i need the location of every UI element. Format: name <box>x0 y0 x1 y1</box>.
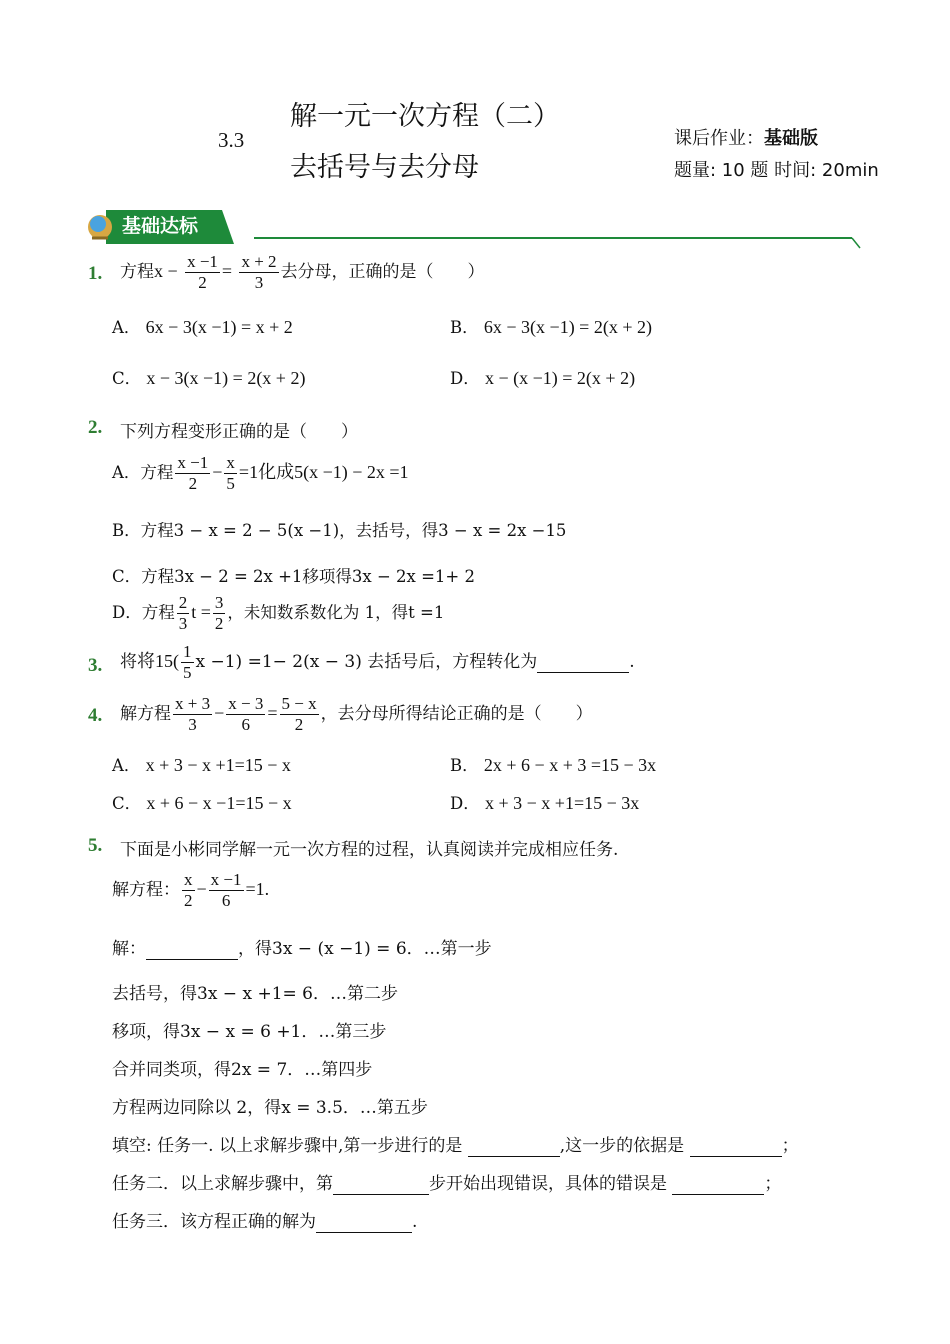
q5-t2-end: ； <box>764 1174 782 1194</box>
q2-a-frac2-den: 5 <box>226 474 235 493</box>
q1-option-b[interactable] <box>450 314 652 338</box>
q5-minus: − <box>196 879 207 899</box>
q1-frac2 <box>239 252 278 293</box>
banner-label: 基础达标 <box>122 215 199 237</box>
q1-frac2-den: 3 <box>254 273 264 292</box>
q5-equation <box>112 870 269 911</box>
q2-a-frac2-num: x <box>226 453 235 472</box>
q1-c-text: x − 3(x −1) = 2(x + 2) <box>146 368 306 388</box>
q4-c-text: x + 6 − x −1=15 − x <box>146 793 292 813</box>
q1-post: 去分母，正确的是（ ） <box>280 262 485 282</box>
q2-b-label: B． <box>112 521 141 540</box>
q4-stem <box>120 694 593 735</box>
q2-d-frac1-num: 2 <box>178 593 188 612</box>
q3-frac-num: 1 <box>183 642 192 661</box>
q2-number: 2. <box>88 417 103 438</box>
q4-c-label: C． <box>112 794 142 813</box>
q2-d-frac2-den: 2 <box>214 614 224 633</box>
q5-task3 <box>112 1207 417 1233</box>
q4-frac3-den: 2 <box>294 715 304 734</box>
q2-d-mid: t = <box>191 602 211 622</box>
q2-c-text: 方程3x − 2 = 2x +1移项得3x − 2x =1+ 2 <box>141 567 475 586</box>
q3-frac-den: 5 <box>183 663 192 682</box>
q1-d-text: x − (x −1) = 2(x + 2) <box>484 368 636 388</box>
q1-b-label: B． <box>450 318 479 337</box>
q4-frac2-num: x − 3 <box>228 694 264 713</box>
task1-blank-2[interactable] <box>690 1136 782 1157</box>
q3-lead: 将 <box>120 652 137 672</box>
q4-option-d[interactable] <box>450 790 639 814</box>
q2-a-minus: − <box>212 462 223 482</box>
q1-x: x − <box>154 261 178 281</box>
q4-number: 4. <box>88 705 103 726</box>
q1-a-text: 6x − 3(x −1) = x + 2 <box>145 317 293 337</box>
q1-option-c[interactable] <box>112 365 305 389</box>
homework-level: 基础版 <box>764 128 818 149</box>
q5-t2-mid: 步开始出现错误，具体的错误是 <box>429 1174 667 1194</box>
q5-t3-end: . <box>412 1212 418 1232</box>
section-banner <box>84 204 874 250</box>
q5-step5: 方程两边同除以 2，得x = 3.5．…第五步 <box>112 1098 428 1118</box>
q5-frac2 <box>209 870 244 911</box>
q2-stem: 下列方程变形正确的是（ ） <box>120 422 358 442</box>
q4-pre: 解方程 <box>120 704 171 724</box>
homework-meta: 题量: 10 题 时间: 20min <box>674 160 879 181</box>
q5-t3-pre: 任务三．该方程正确的解为 <box>112 1212 316 1232</box>
q1-pre: 方程 <box>120 262 154 282</box>
q1-c-label: C． <box>112 369 142 388</box>
q3-post: x −1) =1− 2(x − 3) 去括号后，方程转化为 <box>195 652 538 672</box>
q5-s1-pre: 解： <box>112 939 146 959</box>
q5-frac1 <box>182 870 195 911</box>
q1-frac1 <box>185 252 220 293</box>
q5-step3: 移项，得3x − x = 6 +1．…第三步 <box>112 1022 387 1042</box>
q3-stem <box>120 642 635 683</box>
q4-minus: − <box>214 703 225 723</box>
q1-option-a[interactable] <box>112 314 293 338</box>
q4-post: ，去分母所得结论正确的是（ ） <box>320 704 593 724</box>
q4-frac1 <box>173 694 212 735</box>
q5-t1-end: ； <box>781 1136 799 1156</box>
q5-frac2-num: x −1 <box>210 870 242 889</box>
q5-eq-post: =1. <box>245 879 270 899</box>
q5-s1-post: ，得3x − (x −1) = 6．…第一步 <box>238 939 492 959</box>
q5-task2 <box>112 1169 781 1195</box>
q5-step4: 合并同类项，得2x = 7．…第四步 <box>112 1060 373 1080</box>
q4-d-text: x + 3 − x +1=15 − 3x <box>484 793 640 813</box>
q4-a-text: x + 3 − x +1=15 − x <box>145 755 291 775</box>
q2-d-pre: 方程 <box>141 603 175 622</box>
q2-option-d[interactable] <box>112 593 444 634</box>
homework-label <box>674 124 818 150</box>
q2-c-label: C． <box>112 567 142 586</box>
q1-eq: = <box>221 261 233 281</box>
task2-blank-2[interactable] <box>672 1174 764 1195</box>
q2-b-text: 方程3 − x = 2 − 5(x −1)，去括号，得3 − x = 2x −15 <box>140 521 567 540</box>
q4-option-b[interactable] <box>450 752 656 776</box>
q4-b-text: 2x + 6 − x + 3 =15 − 3x <box>483 755 657 775</box>
q2-option-a[interactable] <box>112 453 409 494</box>
q2-d-frac2-num: 3 <box>214 593 224 612</box>
task3-blank[interactable] <box>316 1212 412 1233</box>
q1-b-text: 6x − 3(x −1) = 2(x + 2) <box>483 317 652 337</box>
q3-answer-blank[interactable] <box>537 652 629 673</box>
q4-a-label: A． <box>112 756 141 775</box>
q2-a-frac1-num: x −1 <box>177 453 209 472</box>
q5-frac2-den: 6 <box>221 891 231 910</box>
q1-a-label: A． <box>112 318 141 337</box>
q2-d-frac1 <box>177 593 190 634</box>
q2-a-post: =1化成5(x −1) − 2x =1 <box>238 462 409 482</box>
q5-t1-pre: 填空: 任务一. 以上求解步骤中,第一步进行的是 <box>112 1136 463 1156</box>
q2-option-c[interactable] <box>112 563 475 587</box>
q5-task1 <box>112 1131 799 1157</box>
q2-d-frac2 <box>213 593 226 634</box>
q3-frac <box>181 642 194 683</box>
q5-number: 5. <box>88 835 103 856</box>
q5-t2-pre: 任务二．以上求解步骤中，第 <box>112 1174 333 1194</box>
q5-eq-pre: 解方程： <box>112 880 180 900</box>
q2-d-post: ，未知数系数化为 1，得t =1 <box>227 603 445 622</box>
q2-a-frac1-den: 2 <box>188 474 198 493</box>
title-line-2: 去括号与去分母 <box>290 152 479 183</box>
q4-frac2-den: 6 <box>241 715 251 734</box>
q4-d-label: D． <box>450 794 480 813</box>
section-number: 3.3 <box>218 128 245 152</box>
q1-stem <box>120 252 485 293</box>
q3-number: 3. <box>88 655 103 676</box>
q4-frac2 <box>226 694 265 735</box>
q5-t1-mid: ,这一步的依据是 <box>559 1136 685 1156</box>
q2-a-frac2 <box>224 453 237 494</box>
q1-option-d[interactable] <box>450 365 635 389</box>
q3-pre: 将15( <box>137 651 179 671</box>
q1-number: 1. <box>88 263 103 284</box>
q4-frac1-den: 3 <box>188 715 197 734</box>
title-line-1: 解一元一次方程（二） <box>290 101 560 132</box>
q2-d-frac1-den: 3 <box>178 614 188 633</box>
q2-a-pre: 方程 <box>140 463 174 482</box>
q4-frac1-num: x + 3 <box>175 694 211 713</box>
q4-frac3 <box>280 694 319 735</box>
q5-frac1-den: 2 <box>184 891 193 910</box>
q5-stem: 下面是小彬同学解一元一次方程的过程，认真阅读并完成相应任务. <box>120 840 619 860</box>
q4-frac3-num: 5 − x <box>281 694 317 713</box>
q1-frac2-num: x + 2 <box>241 252 277 271</box>
q1-frac1-den: 2 <box>198 273 207 292</box>
q3-end: . <box>629 652 635 672</box>
q5-step2: 去括号，得3x − x +1= 6．…第二步 <box>112 984 398 1004</box>
q1-frac1-num: x −1 <box>187 252 218 271</box>
q4-eq: = <box>267 703 278 723</box>
q5-step1 <box>112 934 492 960</box>
q2-option-b[interactable] <box>112 517 566 541</box>
task1-blank-1[interactable] <box>468 1136 560 1157</box>
task2-blank-1[interactable] <box>333 1174 429 1195</box>
q4-option-c[interactable] <box>112 790 292 814</box>
q2-a-label: A． <box>112 463 141 482</box>
homework-label-text: 课后作业： <box>674 128 764 149</box>
q5-frac1-num: x <box>184 870 193 889</box>
q4-option-a[interactable] <box>112 752 291 776</box>
q1-d-label: D． <box>450 369 480 388</box>
q5-step1-blank[interactable] <box>146 939 238 960</box>
q2-a-frac1 <box>175 453 210 494</box>
q4-b-label: B． <box>450 756 479 775</box>
q2-d-label: D． <box>112 603 142 622</box>
